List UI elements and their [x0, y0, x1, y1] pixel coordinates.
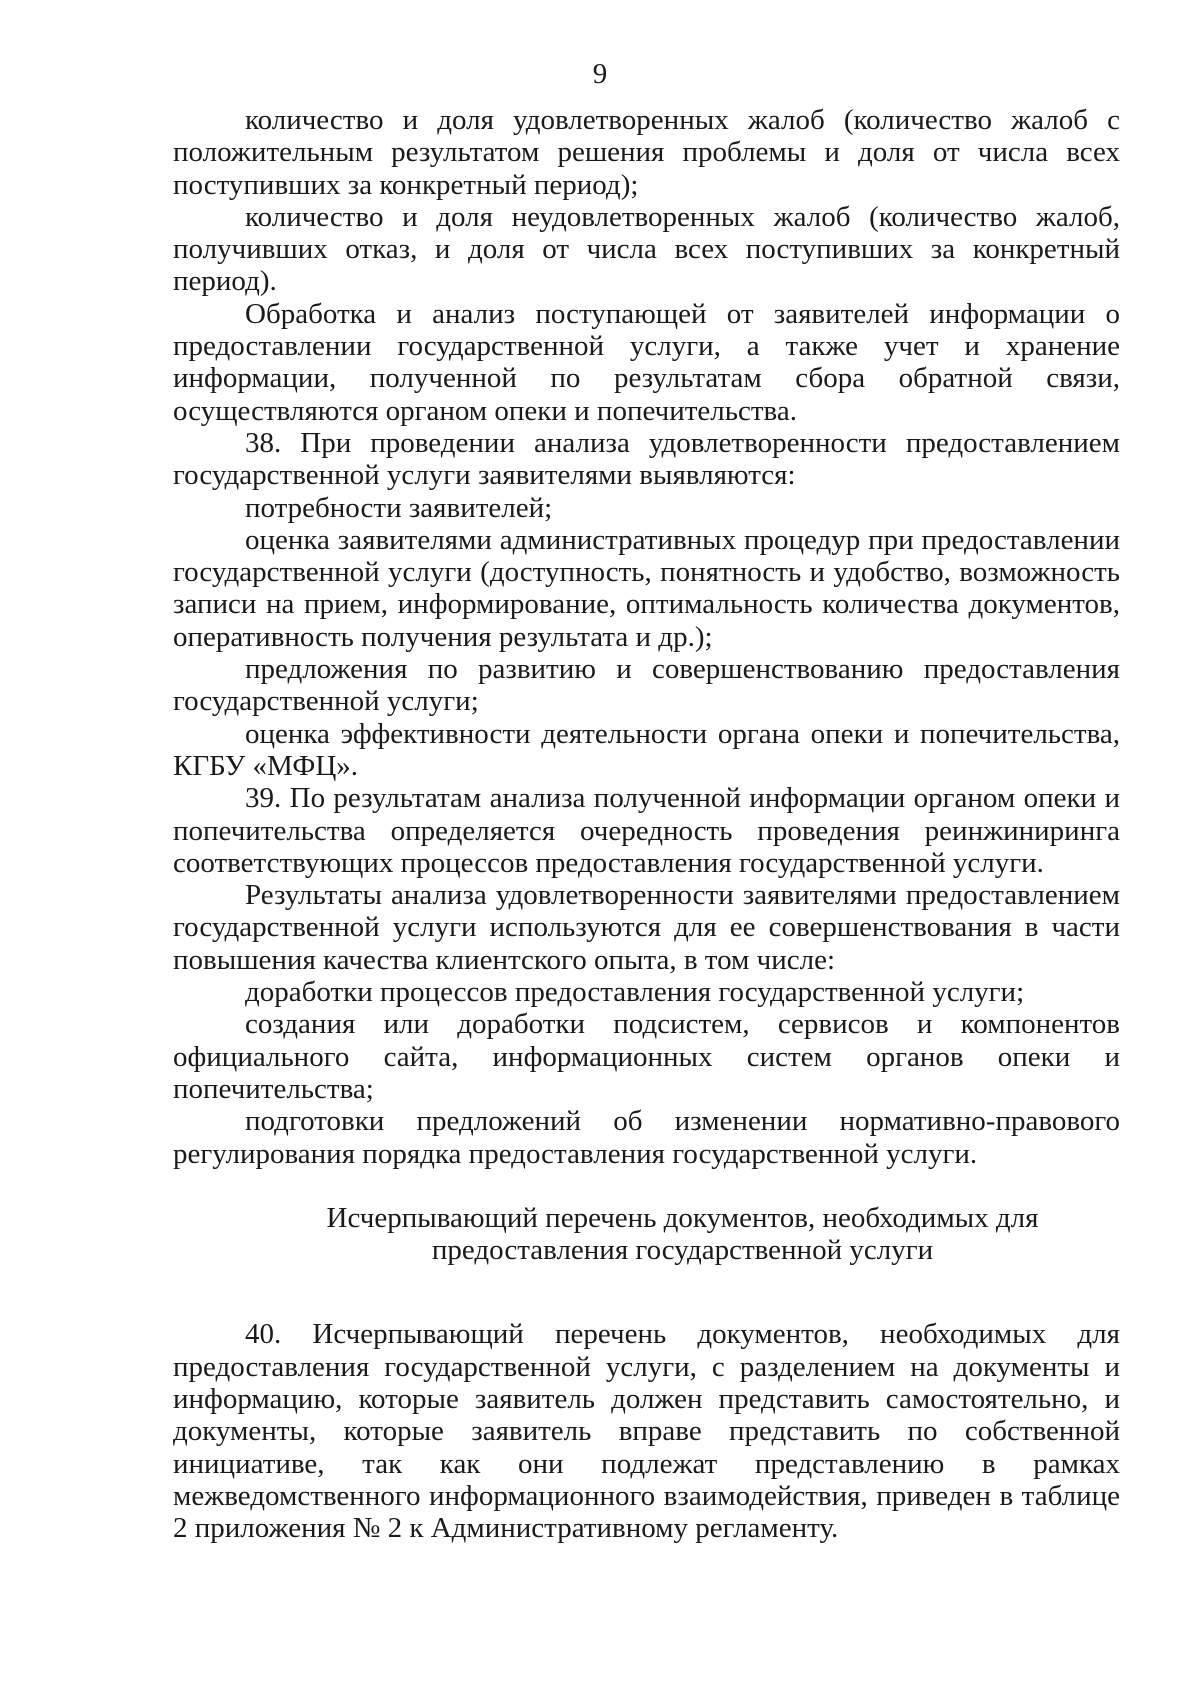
- paragraph-item-40: 40. Исчерпывающий перечень документов, необходимых для предоставления государственной услуги, с разделением на документы и информацию, которые заявитель должен представить самостоятельно, и документы, которые заявитель вправе представить по собственной инициативе, так как они подлежат представлению в рамках межведомственного информационного взаимодействия, приведен в таблице 2 приложения № 2 к Административному регламенту.: [173, 1318, 1120, 1545]
- paragraph-item-39: 39. По результатам анализа полученной информации органом опеки и попечительства определяется очередность проведения реинжиниринга соответствующих процессов предоставления государственной услуги.: [173, 782, 1120, 879]
- document-body: [173, 104, 1120, 1544]
- paragraph-unsatisfied-complaints: количество и доля неудовлетворенных жалоб (количество жалоб, получивших отказ, и доля от числа всех поступивших за конкретный период).: [173, 200, 1120, 298]
- paragraph-process-refinement: доработки процессов предоставления государственной услуги;: [245, 976, 1025, 1009]
- spacer: [173, 1266, 1120, 1318]
- paragraph-improvement-proposals: предложения по развитию и совершенствованию предоставления государственной услуги;: [173, 653, 1120, 718]
- paragraph-item-38: 38. При проведении анализа удовлетворенности предоставлением государственной услуги заявителями выявляются:: [173, 426, 1120, 492]
- paragraph-analysis-results: Результаты анализа удовлетворенности заявителями предоставлением государственной услуги используются для ее совершенствования в части повышения качества клиентского опыта, в том числе:: [173, 879, 1120, 976]
- paragraph-subsystems: создания или доработки подсистем, сервисов и компонентов официального сайта, информационных систем органов опеки и попечительства;: [173, 1008, 1120, 1105]
- paragraph-regulation-proposals: подготовки предложений об изменении нормативно-правового регулирования порядка предоставления государственной услуги.: [173, 1105, 1120, 1170]
- paragraph-applicant-needs: потребности заявителей;: [245, 491, 553, 524]
- paragraph-efficiency-assessment: оценка эффективности деятельности органа опеки и попечительства, КГБУ «МФЦ».: [173, 717, 1120, 782]
- paragraph-satisfied-complaints: количество и доля удовлетворенных жалоб (количество жалоб с положительным результатом решения проблемы и доля от числа всех поступивших за конкретный период);: [173, 104, 1120, 201]
- spacer: [173, 1170, 1120, 1202]
- section-heading-line-1: Исчерпывающий перечень документов, необходимых для: [326, 1201, 1039, 1234]
- page-number: 9: [592, 58, 608, 90]
- section-heading-line-2: предоставления государственной услуги: [431, 1234, 934, 1267]
- paragraph-processing-analysis: Обработка и анализ поступающей от заявителей информации о предоставлении государственной услуги, а также учет и хранение информации, полученной по результатам сбора обратной связи, осуществляются органом опеки и попечительства.: [173, 297, 1120, 427]
- paragraph-procedures-assessment: оценка заявителями административных процедур при предоставлении государственной услуги (доступность, понятность и удобство, возможность записи на прием, информирование, оптимальность количества документов, оперативность получения результата и др.);: [173, 523, 1120, 653]
